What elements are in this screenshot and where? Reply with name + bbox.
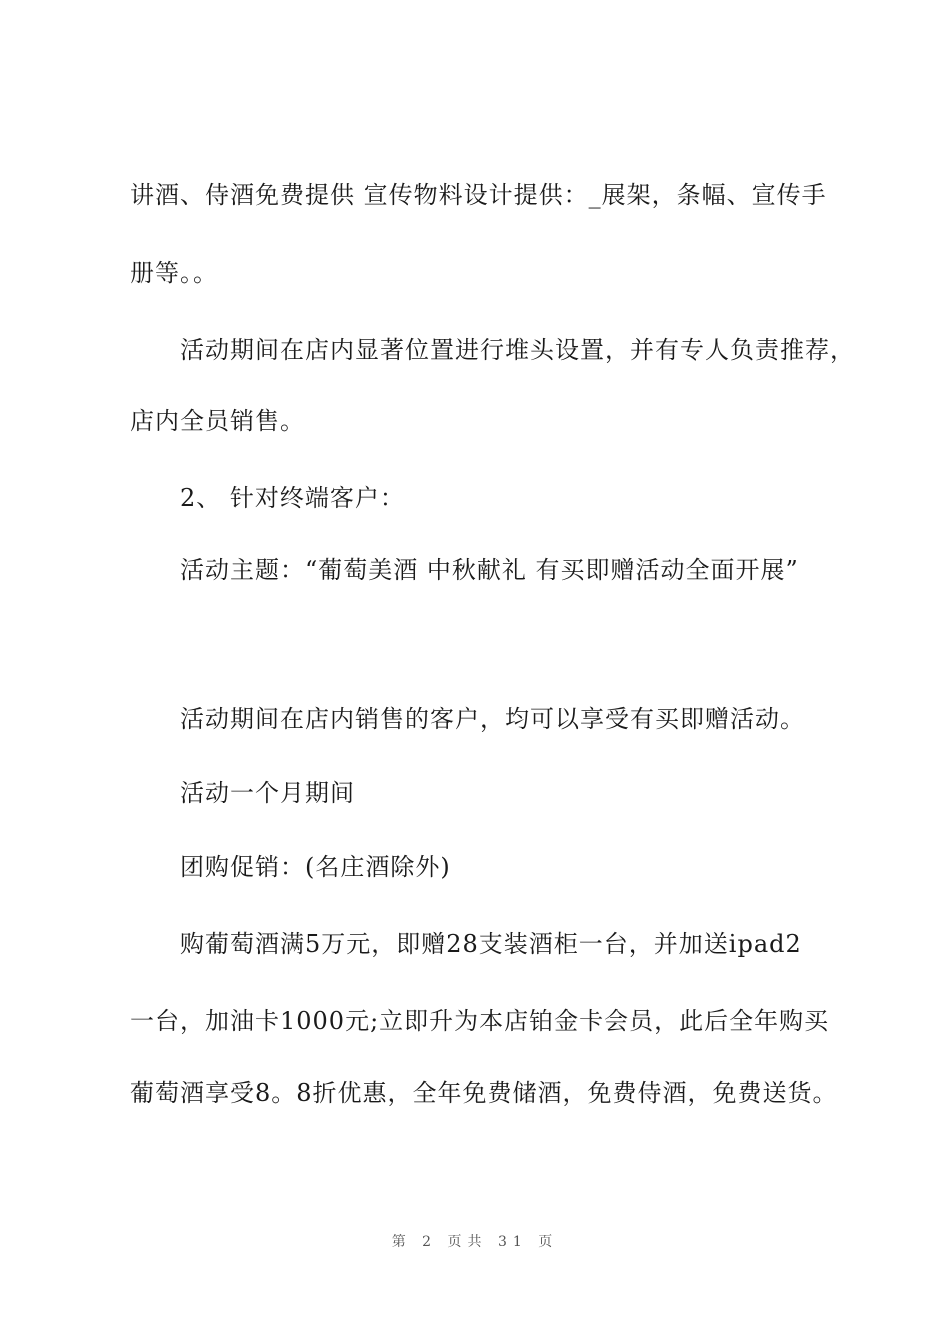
paragraph-line: 讲酒、侍酒免费提供 宣传物料设计提供：_展架，条幅、宣传手 <box>130 181 827 209</box>
paragraph-line: 购葡萄酒满5万元，即赠28支装酒柜一台，并加送ipad2 <box>180 930 802 958</box>
section-heading: 2、 针对终端客户： <box>180 484 405 512</box>
paragraph-line: 团购促销：(名庄酒除外) <box>180 853 451 881</box>
paragraph-line: 活动一个月期间 <box>180 779 355 807</box>
paragraph-line: 活动主题：“葡萄美酒 中秋献礼 有买即赠活动全面开展” <box>180 556 799 584</box>
paragraph-line: 店内全员销售。 <box>130 407 305 435</box>
paragraph-line: 册等。。 <box>130 259 218 287</box>
paragraph-line: 活动期间在店内销售的客户，均可以享受有买即赠活动。 <box>180 705 805 733</box>
page-number-footer: 第 2 页共 31 页 <box>391 1234 559 1250</box>
paragraph-line: 活动期间在店内显著位置进行堆头设置，并有专人负责推荐， <box>180 336 855 364</box>
paragraph-line: 一台，加油卡1000元;立即升为本店铂金卡会员，此后全年购买 <box>130 1007 830 1035</box>
paragraph-line: 葡萄酒享受8。8折优惠，全年免费储酒，免费侍酒，免费送货。 <box>130 1079 838 1107</box>
